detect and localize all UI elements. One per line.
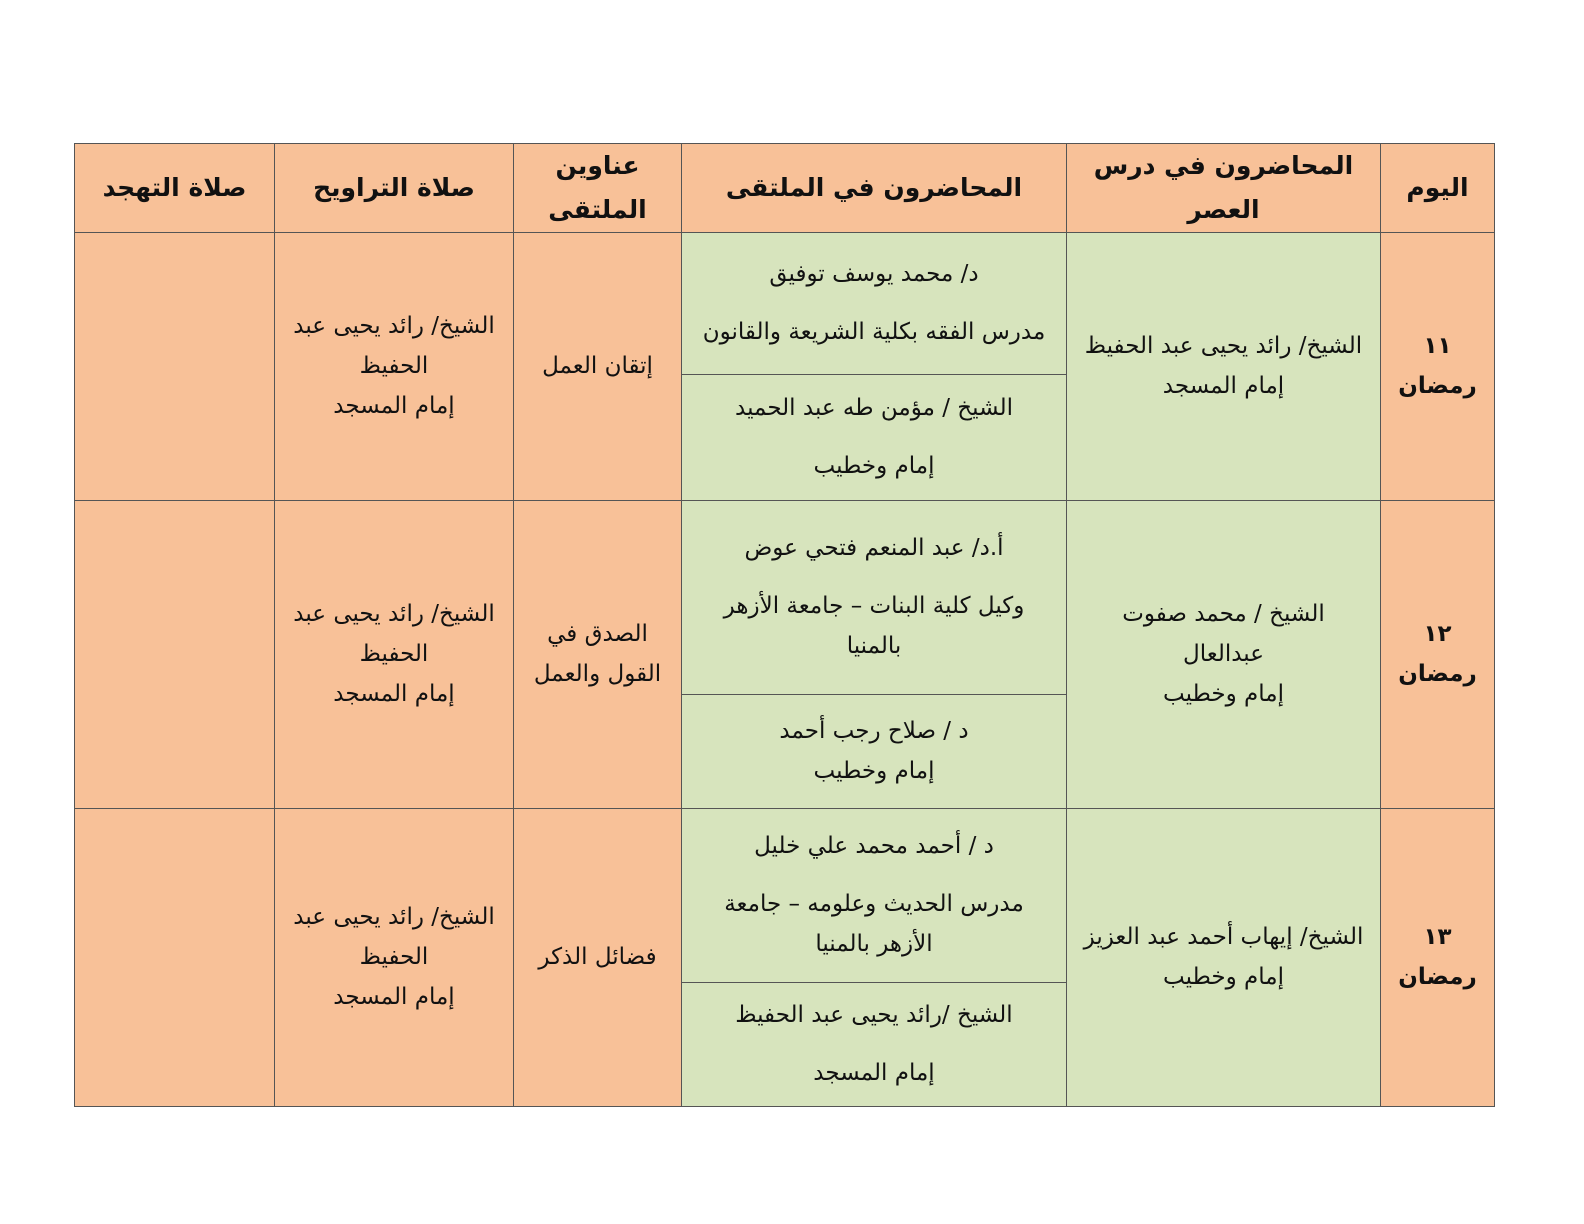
header-forum-lecturers: المحاضرون في الملتقى	[682, 144, 1067, 233]
day-month: رمضان	[1398, 661, 1477, 687]
lecturer-name: الشيخ / مؤمن طه عبد الحميد	[735, 394, 1013, 421]
lecturer-role-line-2: بالمنيا	[846, 633, 902, 660]
forum-lecturer-cell	[682, 374, 1067, 500]
schedule-row-2	[75, 500, 1495, 694]
schedule-row-3	[75, 808, 1495, 982]
forum-title: فضائل الذكر	[538, 943, 657, 970]
header-forum-titles: عناوين الملتقى	[514, 144, 682, 233]
schedule-row-1	[75, 232, 1495, 374]
imam-role: إمام المسجد	[333, 681, 455, 708]
taraweeh-cell	[275, 500, 514, 808]
header-row	[75, 144, 1495, 233]
forum-lecturer-cell	[682, 694, 1067, 808]
lecturer-role: مدرس الفقه بكلية الشريعة والقانون	[702, 319, 1046, 345]
forum-title-cell	[514, 500, 682, 808]
header-asr-lecturers: المحاضرون في درس العصر	[1067, 144, 1381, 233]
imam-name-line-1: الشيخ/ رائد يحيى عبد	[293, 600, 495, 627]
lecturer-role-line-2: الأزهر بالمنيا	[815, 931, 933, 958]
lecturer-role: إمام المسجد	[1162, 373, 1285, 399]
lecturer-name: أ.د/ عبد المنعم فتحي عوض	[744, 534, 1004, 561]
asr-lecturer-cell	[1067, 500, 1381, 808]
taraweeh-cell	[275, 808, 514, 1106]
lecturer-name: الشيخ /رائد يحيى عبد الحفيظ	[735, 1001, 1013, 1028]
day-cell	[1381, 808, 1495, 1106]
forum-lecturer-cell	[682, 982, 1067, 1106]
tahajjud-cell	[75, 232, 275, 500]
lecturer-name-line-2: عبدالعال	[1183, 640, 1264, 667]
asr-lecturer-cell	[1067, 232, 1381, 500]
day-cell	[1381, 500, 1495, 808]
lecturer-name: الشيخ/ رائد يحيى عبد الحفيظ	[1084, 332, 1363, 359]
imam-name-line-2: الحفيظ	[359, 943, 429, 970]
lecturer-name: د/ محمد يوسف توفيق	[769, 260, 979, 287]
day-cell	[1381, 232, 1495, 500]
lecturer-role-line-1: مدرس الحديث وعلومه – جامعة	[724, 890, 1024, 917]
lecturer-role: إمام وخطيب	[1163, 964, 1284, 990]
forum-lecturer-cell	[682, 500, 1067, 694]
header-tahajjud: صلاة التهجد	[75, 144, 275, 233]
forum-title-line-1: الصدق في	[547, 620, 648, 647]
day-month: رمضان	[1398, 373, 1477, 399]
lecturer-name-line-1: الشيخ / محمد صفوت	[1122, 600, 1325, 627]
day-number: ١١	[1423, 332, 1452, 359]
taraweeh-cell	[275, 232, 514, 500]
lecturer-role: إمام المسجد	[813, 1060, 935, 1086]
imam-name-line-1: الشيخ/ رائد يحيى عبد	[293, 903, 495, 930]
tahajjud-cell	[75, 500, 275, 808]
lecturer-name: الشيخ/ إيهاب أحمد عبد العزيز	[1083, 923, 1364, 950]
lecturer-name: د / أحمد محمد علي خليل	[754, 832, 994, 859]
lecturer-role: إمام وخطيب	[813, 453, 935, 479]
header-taraweeh: صلاة التراويح	[275, 144, 514, 233]
forum-title-line-2: القول والعمل	[533, 661, 662, 687]
imam-role: إمام المسجد	[333, 984, 455, 1011]
lecturer-role: إمام وخطيب	[813, 758, 935, 784]
asr-lecturer-cell	[1067, 808, 1381, 1106]
forum-title-cell	[514, 808, 682, 1106]
lecturer-role-line-1: وكيل كلية البنات – جامعة الأزهر	[723, 592, 1025, 619]
day-number: ١٣	[1423, 923, 1452, 950]
imam-role: إمام المسجد	[333, 393, 455, 420]
ramadan-schedule-table	[74, 143, 1495, 1107]
header-day: اليوم	[1381, 144, 1495, 233]
lecturer-name: د / صلاح رجب أحمد	[779, 717, 969, 744]
imam-name-line-2: الحفيظ	[359, 640, 429, 667]
imam-name-line-2: الحفيظ	[359, 352, 429, 379]
day-number: ١٢	[1423, 620, 1452, 647]
forum-lecturer-cell	[682, 808, 1067, 982]
tahajjud-cell	[75, 808, 275, 1106]
forum-lecturer-cell	[682, 232, 1067, 374]
imam-name-line-1: الشيخ/ رائد يحيى عبد	[293, 312, 495, 339]
forum-title-cell	[514, 232, 682, 500]
lecturer-role: إمام وخطيب	[1163, 681, 1284, 708]
forum-title: إتقان العمل	[542, 352, 653, 379]
day-month: رمضان	[1398, 964, 1477, 990]
